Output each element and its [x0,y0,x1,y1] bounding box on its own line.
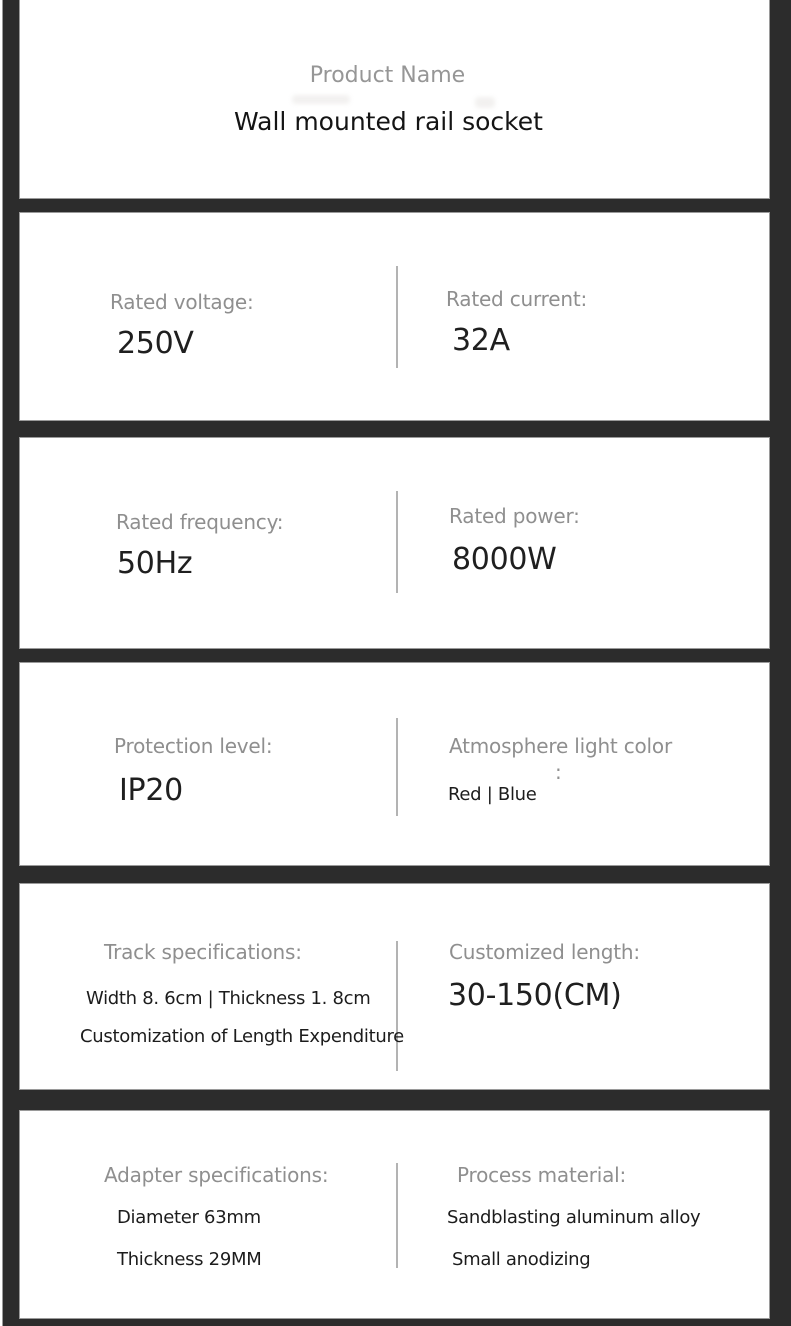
product-title-card [19,0,770,199]
column-divider [396,941,398,1071]
spec-card-frequency-power [19,437,770,649]
spec-card-protection-light [19,662,770,866]
rated-current-value: 32A [452,323,510,358]
track-specs-label: Track specifications: [104,940,302,964]
adapter-thickness-value: Thickness 29MM [117,1249,262,1270]
customized-length-label: Customized length: [449,940,640,964]
protection-level-value: IP20 [119,773,183,808]
column-divider [396,491,398,593]
spec-card-voltage-current [19,212,770,421]
rated-frequency-label: Rated frequency: [116,510,284,534]
process-material-value-1: Sandblasting aluminum alloy [447,1207,701,1228]
product-name: Wall mounted rail socket [234,107,543,136]
spec-card-track-length [19,883,770,1090]
rated-voltage-label: Rated voltage: [110,290,254,314]
spec-card-adapter-material [19,1110,770,1319]
rated-current-label: Rated current: [446,287,587,311]
process-material-label: Process material: [457,1163,627,1187]
process-material-value-2: Small anodizing [452,1249,591,1270]
light-color-value: Red | Blue [448,784,537,805]
rated-power-label: Rated power: [449,504,580,528]
track-specs-customization: Customization of Length Expenditure [80,1026,404,1047]
light-color-label-colon: : [555,760,562,784]
track-specs-dimensions: Width 8. 6cm | Thickness 1. 8cm [86,988,371,1009]
rated-frequency-value: 50Hz [117,546,193,581]
light-color-label: Atmosphere light color [449,734,672,758]
adapter-specs-label: Adapter specifications: [104,1163,329,1187]
column-divider [396,266,398,368]
product-name-label: Product Name [309,63,466,88]
customized-length-value: 30-150(CM) [448,978,622,1013]
column-divider [396,718,398,816]
column-divider [396,1163,398,1268]
adapter-diameter-value: Diameter 63mm [117,1207,261,1228]
rated-power-value: 8000W [452,542,557,577]
protection-level-label: Protection level: [114,734,273,758]
artifact-smudge [292,95,350,104]
rated-voltage-value: 250V [117,326,194,361]
